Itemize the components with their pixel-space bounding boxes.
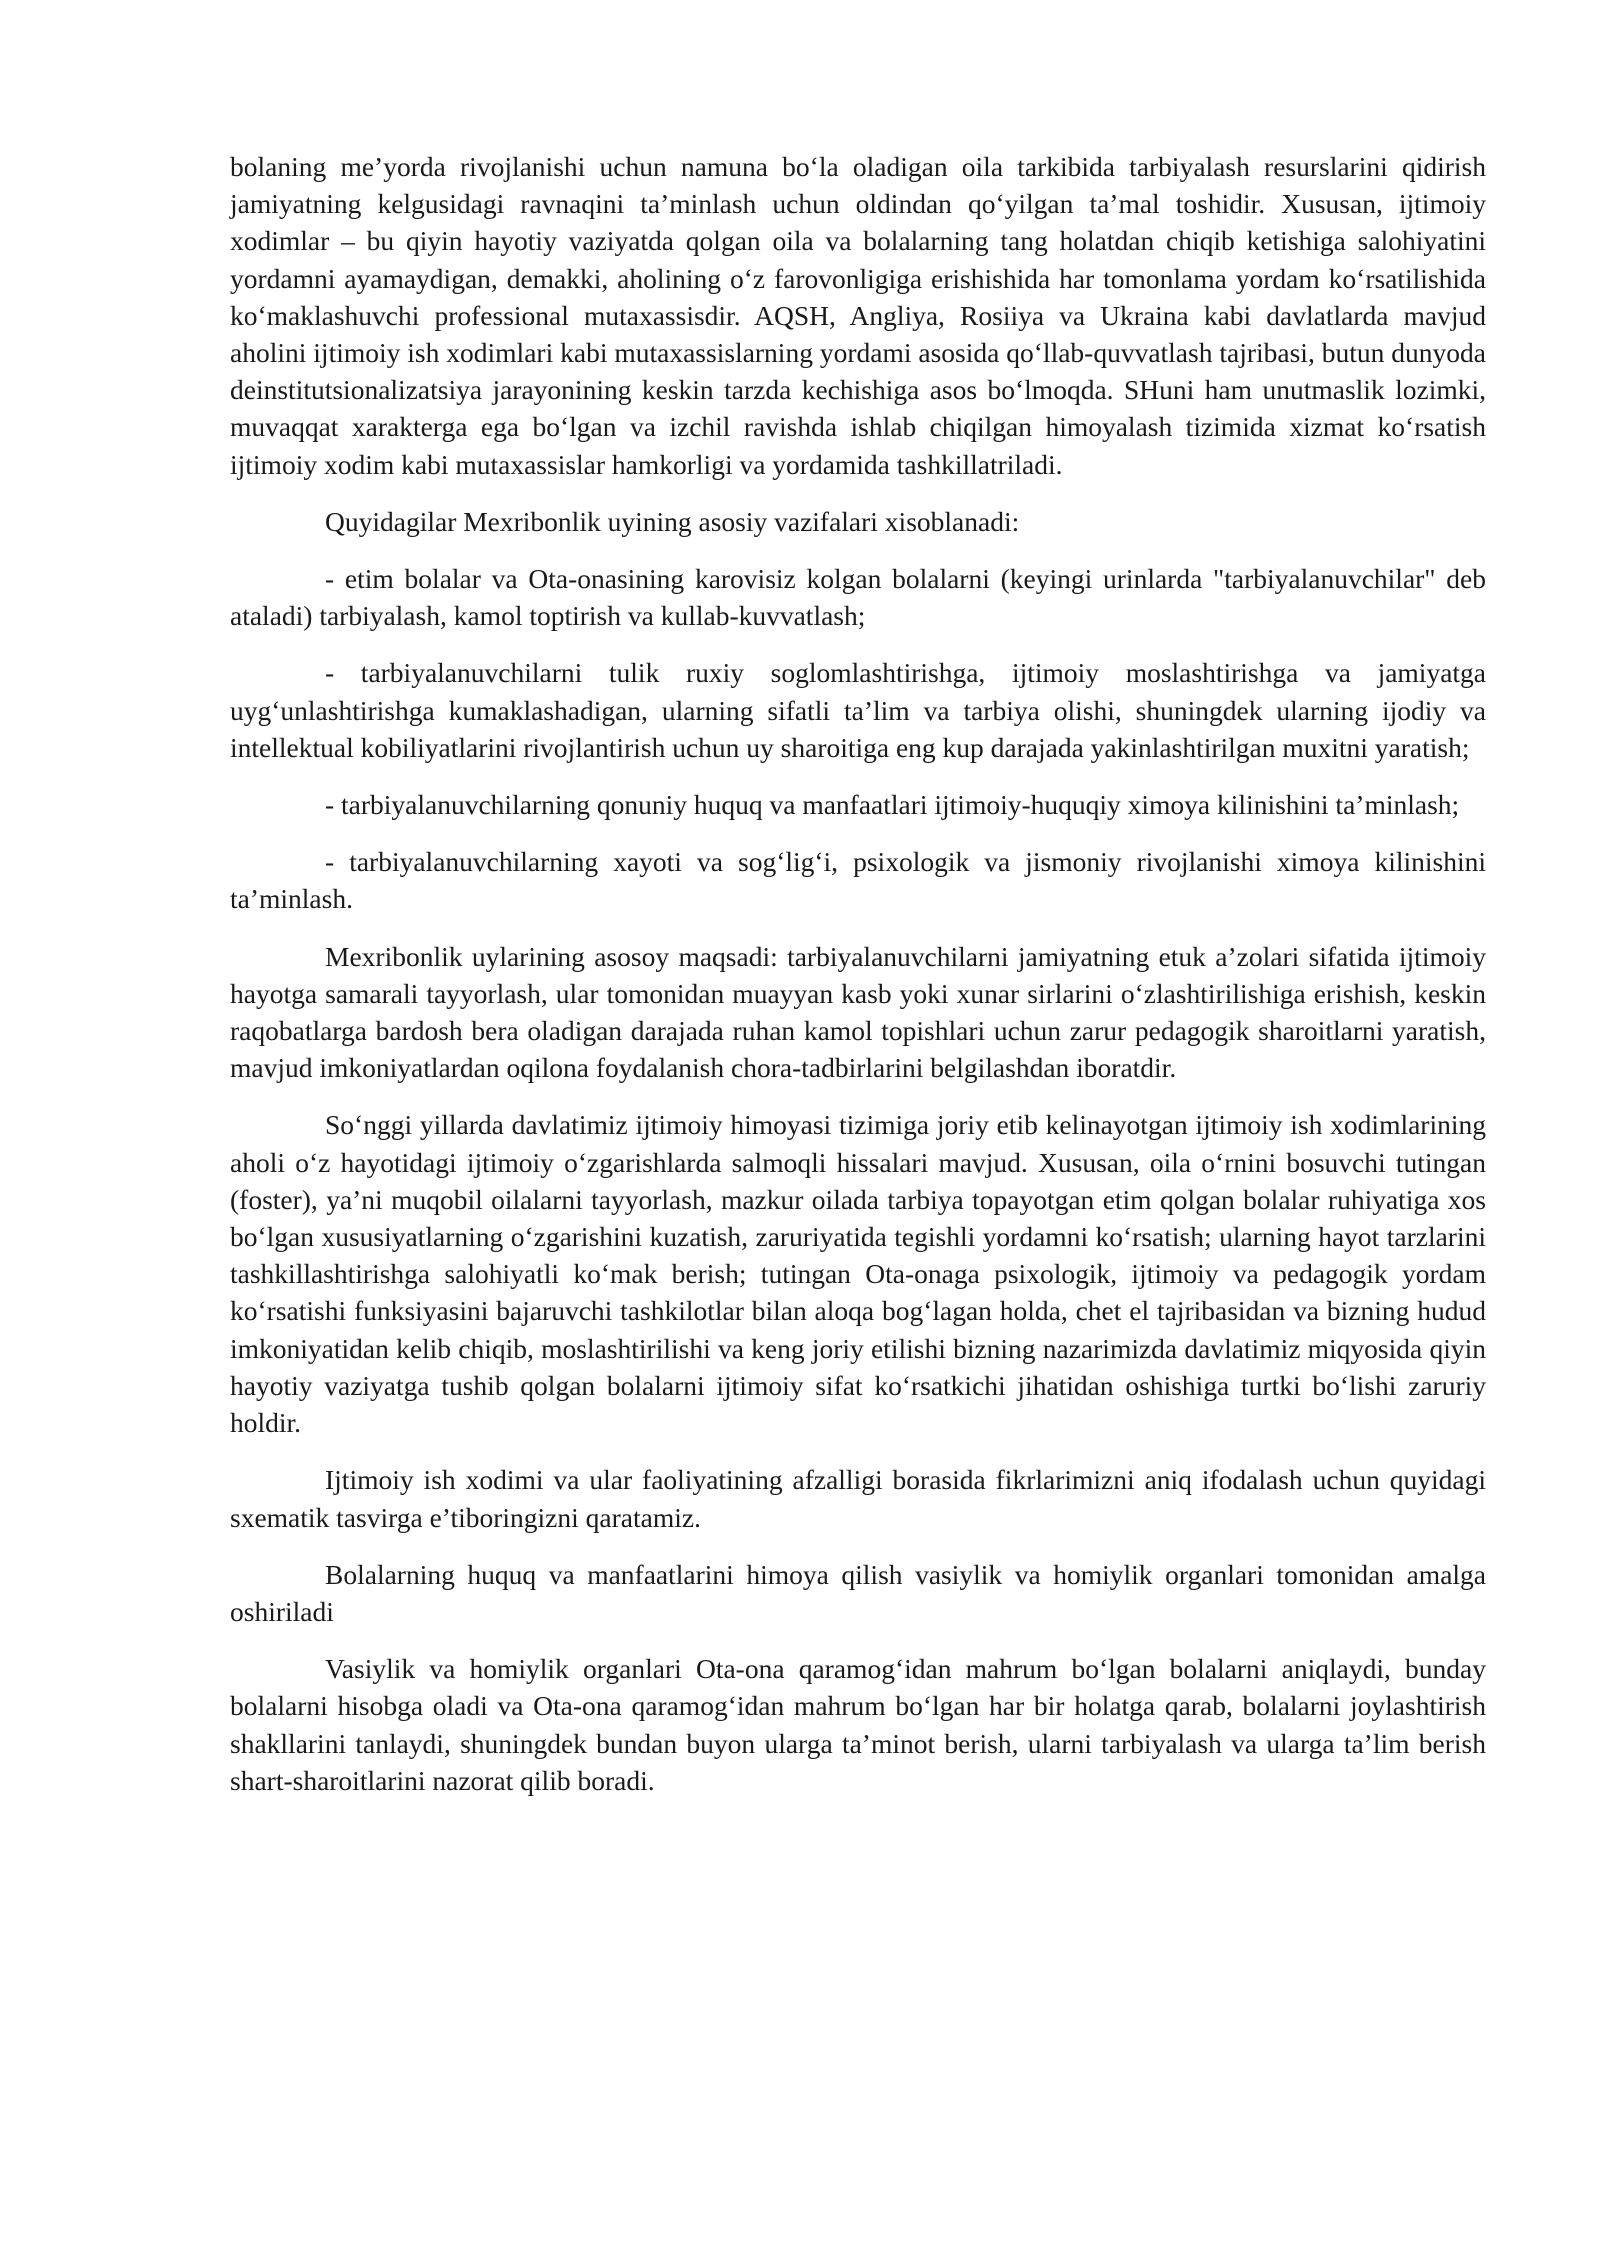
paragraph-guardianship-duties: Vasiylik va homiylik organlari Ota-ona qaramog‘idan mahrum bo‘lgan bolalarni aniqlaydi, bunday bolalarni hisobga oladi va Ota-ona qaramog‘idan mahrum bo‘lgan har bir holatga qarab, bolalarni joylashtirish shakllarini tanlaydi, shuningdek bundan buyon ularga ta’minot berish, ularni tarbiyalash va ularga ta’lim berish shart-sharoitlarini nazorat qilib boradi.	[230, 1653, 1486, 1796]
paragraph-schematic-intro: Ijtimoiy ish xodimi va ular faoliyatining afzalligi borasida fikrlarimizni aniq ifodalash uchun quyidagi sxematik tasvirga e’tiboringizni qaratamiz.	[230, 1464, 1486, 1533]
paragraph-social-workers: So‘nggi yillarda davlatimiz ijtimoiy himoyasi tizimiga joriy etib kelinayotgan ijtimoiy ish xodimlarining aholi o‘z hayotidagi ijtimoiy o‘zgarishlarda salmoqli hissalari mavjud. Xususan, oila o‘rnini bosuvchi tutingan (foster), ya’ni muqobil oilalarni tayyorlash, mazkur oilada tarbiya topayotgan etim qolgan bolalar ruhiyatiga xos bo‘lgan xususiyatlarning o‘zgarishini kuzatish, zaruriyatida tegishli yordamni ko‘rsatish; ularning hayot tarzlarini tashkillashtirishga salohiyatli ko‘mak berish; tutingan Ota-onaga psixologik, ijtimoiy va pedagogik yordam ko‘rsatishi funksiyasini bajaruvchi tashkilotlar bilan aloqa bog‘lagan holda, chet el tajribasidan va bizning hudud imkoniyatidan kelib chiqib, moslashtirilishi va keng joriy etilishi bizning nazarimizda davlatimiz miqyosida qiyin hayotiy vaziyatga tushib qolgan bolalarni ijtimoiy sifat ko‘rsatkichi jihatidan oshishiga turtki bo‘lishi zaruriy holdir.	[230, 1109, 1486, 1439]
paragraph-task-item-2: - tarbiyalanuvchilarni tulik ruxiy soglomlashtirishga, ijtimoiy moslashtirishga va jamiyatga uyg‘unlashtirishga kumaklashadigan, ularning sifatli ta’lim va tarbiya olishi, shuningdek ularning ijodiy va intellektual kobiliyatlarini rivojlantirish uchun uy sharoitiga eng kup darajada yakinlashtirilgan muxitni yaratish;	[230, 657, 1486, 763]
paragraph-task-item-3: - tarbiyalanuvchilarning qonuniy huquq va manfaatlari ijtimoiy-huquqiy ximoya kilinishini ta’minlash;	[325, 789, 1460, 821]
paragraph-intro-continuation: bolaning me’yorda rivojlanishi uchun namuna bo‘la oladigan oila tarkibida tarbiyalash resurslarini qidirish jamiyatning kelgusidagi ravnaqini ta’minlash uchun oldindan qo‘yilgan ta’mal toshidir. Xususan, ijtimoiy xodimlar – bu qiyin hayotiy vaziyatda qolgan oila va bolalarning tang holatdan chiqib ketishiga salohiyatini yordamni ayamaydigan, demakki, aholining o‘z farovonligiga erishishida har tomonlama yordam ko‘rsatilishida ko‘maklashuvchi professional mutaxassisdir. AQSH, Angliya, Rosiiya va Ukraina kabi davlatlarda mavjud aholini ijtimoiy ish xodimlari kabi mutaxassislarning yordami asosida qo‘llab-quvvatlash tajribasi, butun dunyoda deinstitutsionalizatsiya jarayonining keskin tarzda kechishiga asos bo‘lmoqda. SHuni ham unutmaslik lozimki, muvaqqat xarakterga ega bo‘lgan va izchil ravishda ishlab chiqilgan himoyalash tizimida xizmat ko‘rsatish ijtimoiy xodim kabi mutaxassislar hamkorligi va yordamida tashkillatriladi.	[230, 151, 1486, 480]
paragraph-task-item-4: - tarbiyalanuvchilarning xayoti va sog‘lig‘i, psixologik va jismoniy rivojlanishi ximoya kilinishini ta’minlash.	[230, 846, 1486, 915]
paragraph-tasks-heading: Quyidagilar Mexribonlik uyining asosiy vazifalari xisoblanadi:	[325, 505, 1020, 537]
paragraph-task-item-1: - etim bolalar va Ota-onasining karovisiz kolgan bolalarni (keyingi urinlarda "tarbiyalanuvchilar" deb ataladi) tarbiyalash, kamol toptirish va kullab-kuvvatlash;	[230, 563, 1486, 632]
paragraph-main-goal: Mexribonlik uylarining asosoy maqsadi: tarbiyalanuvchilarni jamiyatning etuk a’zolari sifatida ijtimoiy hayotga samarali tayyorlash, ular tomonidan muayyan kasb yoki xunar sirlarini o‘zlashtirilishiga erishish, keskin raqobatlarga bardosh bera oladigan darajada ruhan kamol topishlari uchun zarur pedagogik sharoitlarni yaratish, mavjud imkoniyatlardan oqilona foydalanish chora-tadbirlarini belgilashdan iboratdir.	[230, 940, 1486, 1084]
document-page	[230, 148, 1486, 1819]
paragraph-guardianship-organs: Bolalarning huquq va manfaatlarini himoya qilish vasiylik va homiylik organlari tomonidan amalga oshiriladi	[230, 1558, 1486, 1627]
